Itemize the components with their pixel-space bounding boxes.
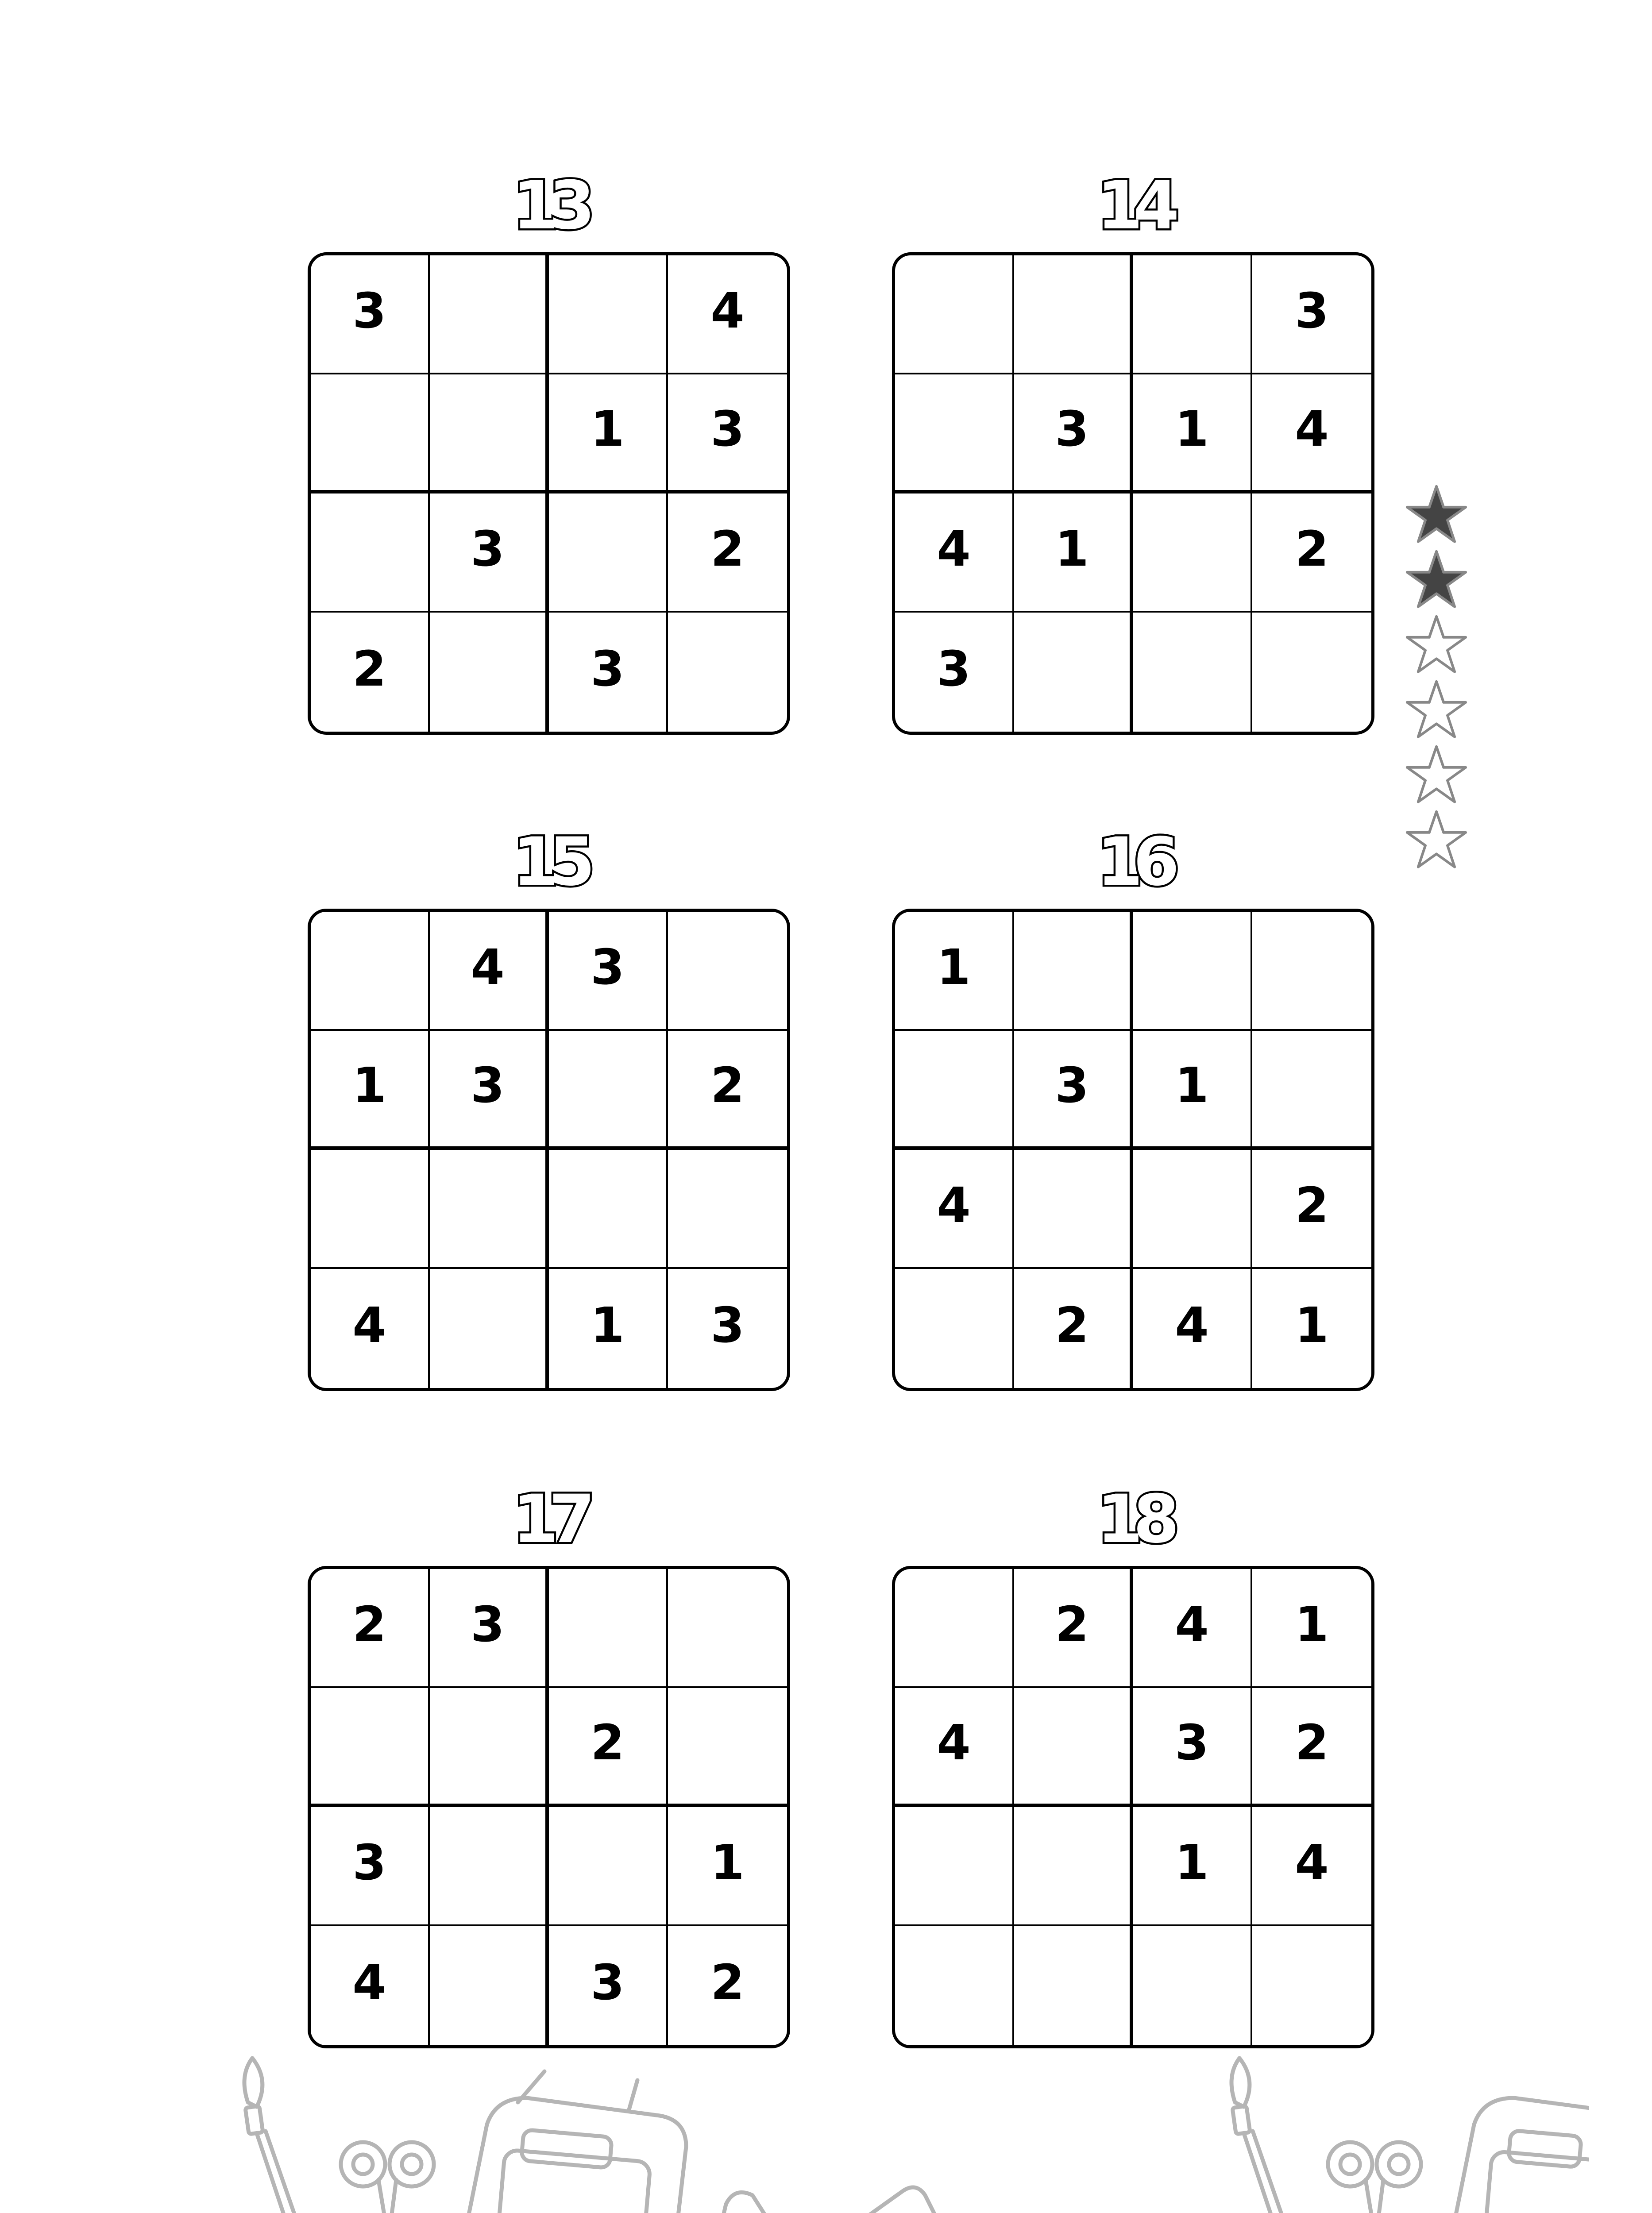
scissors-icon	[1328, 2142, 1421, 2213]
cell-digit: 1	[591, 1296, 625, 1353]
grid-cell[interactable]	[430, 1807, 549, 1926]
cell-digit: 3	[1175, 1714, 1209, 1771]
scissors-icon	[341, 2142, 434, 2213]
grid-cell[interactable]	[549, 1031, 668, 1150]
grid-cell[interactable]	[311, 1807, 430, 1926]
cell-digit: 1	[591, 400, 625, 457]
grid-cell[interactable]	[668, 1926, 787, 2045]
grid-cell[interactable]	[1014, 613, 1133, 732]
star-icon	[1403, 808, 1470, 873]
grid-cell[interactable]	[1014, 493, 1133, 613]
cell-digit: 1	[352, 1056, 386, 1114]
grid-cell[interactable]	[1133, 1569, 1252, 1688]
grid-cell[interactable]	[1133, 613, 1252, 732]
cell-digit: 3	[591, 640, 625, 697]
eraser-icon	[810, 2187, 940, 2213]
cell-digit: 1	[937, 938, 971, 995]
school-supplies-border	[62, 2045, 1589, 2213]
puzzle-number: 16	[1096, 824, 1170, 901]
sudoku-grid	[308, 909, 790, 1391]
cell-digit: 1	[1175, 400, 1209, 457]
cell-digit: 2	[1295, 520, 1329, 577]
cell-digit: 3	[591, 1954, 625, 2011]
cell-digit: 4	[1175, 1296, 1209, 1353]
grid-cell[interactable]	[1252, 1807, 1371, 1926]
grid-cell[interactable]	[895, 255, 1014, 374]
grid-cell[interactable]	[895, 1269, 1014, 1388]
grid-cell[interactable]	[1133, 1031, 1252, 1150]
grid-cell[interactable]	[895, 912, 1014, 1031]
grid-cell[interactable]	[1014, 1807, 1133, 1926]
cell-digit: 3	[352, 1834, 386, 1891]
cell-digit: 2	[1295, 1714, 1329, 1771]
grid-cell[interactable]	[430, 493, 549, 613]
grid-cell[interactable]	[549, 912, 668, 1031]
cell-digit: 3	[1055, 400, 1089, 457]
puzzle-number: 14	[1096, 167, 1170, 244]
cell-digit: 4	[710, 282, 745, 339]
grid-cell[interactable]	[430, 1269, 549, 1388]
grid-cell[interactable]	[549, 1269, 668, 1388]
cell-digit: 1	[1175, 1834, 1209, 1891]
grid-cell[interactable]	[1133, 255, 1252, 374]
cell-digit: 4	[352, 1296, 386, 1353]
star-icon	[1403, 482, 1470, 547]
cell-digit: 4	[471, 938, 505, 995]
cell-digit: 3	[471, 1596, 505, 1653]
grid-cell[interactable]	[1014, 1150, 1133, 1269]
grid-cell[interactable]	[1252, 255, 1371, 374]
grid-cell[interactable]	[1014, 1926, 1133, 2045]
grid-cell[interactable]	[549, 1688, 668, 1807]
grid-cell[interactable]	[895, 1150, 1014, 1269]
puzzle-number: 18	[1096, 1481, 1170, 1558]
grid-cell[interactable]	[549, 255, 668, 374]
grid-cell[interactable]	[430, 374, 549, 493]
grid-cell[interactable]	[311, 1926, 430, 2045]
grid-cell[interactable]	[1133, 1926, 1252, 2045]
grid-cell[interactable]	[1014, 1031, 1133, 1150]
grid-cell[interactable]	[668, 1807, 787, 1926]
grid-cell[interactable]	[1252, 1031, 1371, 1150]
cell-digit: 1	[1175, 1056, 1209, 1114]
grid-cell[interactable]	[549, 1926, 668, 2045]
sudoku-grid	[892, 909, 1374, 1391]
cell-digit: 3	[471, 1056, 505, 1114]
grid-cell[interactable]	[1014, 1269, 1133, 1388]
cell-digit: 2	[1055, 1596, 1089, 1653]
grid-cell[interactable]	[895, 1569, 1014, 1688]
cell-digit: 1	[710, 1834, 745, 1891]
sudoku-grid	[308, 252, 790, 735]
cell-digit: 1	[1295, 1296, 1329, 1353]
grid-cell[interactable]	[1133, 912, 1252, 1031]
grid-cell[interactable]	[430, 912, 549, 1031]
cell-digit: 2	[710, 1056, 745, 1114]
cell-digit: 3	[352, 282, 386, 339]
grid-cell[interactable]	[1252, 912, 1371, 1031]
grid-cell[interactable]	[1133, 493, 1252, 613]
grid-cell[interactable]	[549, 1569, 668, 1688]
grid-cell[interactable]	[668, 1031, 787, 1150]
grid-cell[interactable]	[430, 613, 549, 732]
grid-cell[interactable]	[1252, 1269, 1371, 1388]
grid-cell[interactable]	[311, 1269, 430, 1388]
cell-digit: 2	[1055, 1296, 1089, 1353]
grid-cell[interactable]	[311, 255, 430, 374]
sudoku-grid	[308, 1566, 790, 2048]
cell-digit: 1	[1055, 520, 1089, 577]
grid-cell[interactable]	[1133, 1807, 1252, 1926]
cell-digit: 4	[352, 1954, 386, 2011]
grid-cell[interactable]	[895, 1031, 1014, 1150]
cell-digit: 4	[937, 1714, 971, 1771]
grid-cell[interactable]	[1133, 1150, 1252, 1269]
star-icon	[1403, 613, 1470, 678]
grid-cell[interactable]	[549, 374, 668, 493]
grid-cell[interactable]	[549, 1807, 668, 1926]
grid-cell[interactable]	[895, 374, 1014, 493]
cell-digit: 2	[591, 1714, 625, 1771]
cell-digit: 3	[710, 400, 745, 457]
grid-cell[interactable]	[311, 374, 430, 493]
grid-cell[interactable]	[1133, 374, 1252, 493]
grid-cell[interactable]	[1014, 255, 1133, 374]
cell-digit: 3	[710, 1296, 745, 1353]
grid-cell[interactable]	[1252, 613, 1371, 732]
grid-cell[interactable]	[668, 255, 787, 374]
star-icon	[1403, 743, 1470, 808]
grid-cell[interactable]	[430, 1569, 549, 1688]
cell-digit: 4	[937, 520, 971, 577]
cell-digit: 4	[1295, 400, 1329, 457]
star-icon	[1403, 547, 1470, 613]
grid-cell[interactable]	[895, 613, 1014, 732]
puzzle-number: 13	[512, 167, 586, 244]
cell-digit: 2	[352, 640, 386, 697]
grid-cell[interactable]	[895, 493, 1014, 613]
grid-cell[interactable]	[430, 1150, 549, 1269]
grid-cell[interactable]	[1252, 1926, 1371, 2045]
grid-cell[interactable]	[1252, 1688, 1371, 1807]
sudoku-grid	[892, 1566, 1374, 2048]
grid-cell[interactable]	[1133, 1688, 1252, 1807]
grid-cell[interactable]	[1252, 374, 1371, 493]
grid-cell[interactable]	[430, 255, 549, 374]
backpack-icon	[1439, 2098, 1589, 2213]
cell-digit: 2	[710, 1954, 745, 2011]
cell-digit: 1	[1295, 1596, 1329, 1653]
grid-cell[interactable]	[668, 1569, 787, 1688]
grid-cell[interactable]	[430, 1031, 549, 1150]
paintbrush-icon	[244, 2058, 321, 2213]
grid-cell[interactable]	[549, 493, 668, 613]
puzzle-number: 15	[512, 824, 586, 901]
grid-cell[interactable]	[311, 1150, 430, 1269]
grid-cell[interactable]	[430, 1688, 549, 1807]
cell-digit: 3	[471, 520, 505, 577]
grid-cell[interactable]	[1252, 1569, 1371, 1688]
difficulty-rating	[1403, 482, 1470, 873]
grid-cell[interactable]	[1014, 1688, 1133, 1807]
puzzle-number: 17	[512, 1481, 586, 1558]
grid-cell[interactable]	[311, 1569, 430, 1688]
cell-digit: 3	[1295, 282, 1329, 339]
grid-cell[interactable]	[1014, 374, 1133, 493]
cell-digit: 3	[937, 640, 971, 697]
grid-cell[interactable]	[1014, 1569, 1133, 1688]
grid-cell[interactable]	[668, 912, 787, 1031]
grid-cell[interactable]	[549, 613, 668, 732]
cell-digit: 2	[352, 1596, 386, 1653]
cell-digit: 2	[1295, 1176, 1329, 1234]
grid-cell[interactable]	[895, 1688, 1014, 1807]
cell-digit: 3	[1055, 1056, 1089, 1114]
grid-cell[interactable]	[311, 493, 430, 613]
grid-cell[interactable]	[895, 1807, 1014, 1926]
cell-digit: 2	[710, 520, 745, 577]
paintbrush-icon	[1231, 2058, 1308, 2213]
grid-cell[interactable]	[311, 1688, 430, 1807]
grid-cell[interactable]	[1014, 912, 1133, 1031]
cell-digit: 4	[1295, 1834, 1329, 1891]
grid-cell[interactable]	[668, 374, 787, 493]
cell-digit: 4	[1175, 1596, 1209, 1653]
sudoku-grid	[892, 252, 1374, 735]
cell-digit: 4	[937, 1176, 971, 1234]
grid-cell[interactable]	[895, 1926, 1014, 2045]
grid-cell[interactable]	[311, 912, 430, 1031]
grid-cell[interactable]	[668, 1150, 787, 1269]
grid-cell[interactable]	[311, 613, 430, 732]
grid-cell[interactable]	[549, 1150, 668, 1269]
grid-cell[interactable]	[430, 1926, 549, 2045]
grid-cell[interactable]	[668, 1688, 787, 1807]
grid-cell[interactable]	[1133, 1269, 1252, 1388]
stapler-icon	[704, 2192, 814, 2213]
grid-cell[interactable]	[311, 1031, 430, 1150]
grid-cell[interactable]	[668, 493, 787, 613]
grid-cell[interactable]	[668, 613, 787, 732]
grid-cell[interactable]	[668, 1269, 787, 1388]
grid-cell[interactable]	[1252, 1150, 1371, 1269]
backpack-icon	[452, 2071, 686, 2213]
cell-digit: 3	[591, 938, 625, 995]
grid-cell[interactable]	[1252, 493, 1371, 613]
star-icon	[1403, 678, 1470, 743]
